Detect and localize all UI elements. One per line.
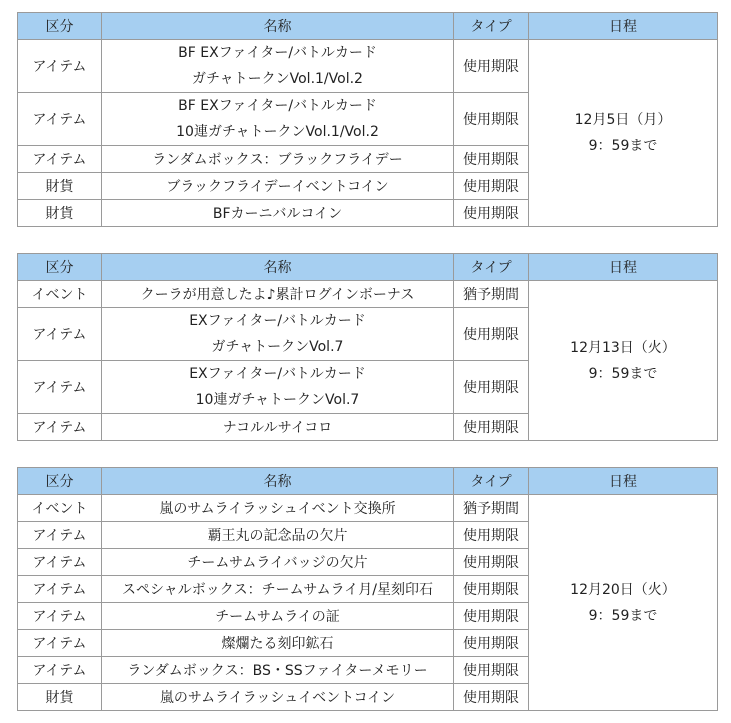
row-name: ランダムボックス：BS・SSファイターメモリー: [102, 657, 454, 684]
table-row: [18, 40, 718, 93]
row-category: アイテム: [18, 146, 102, 173]
row-category: アイテム: [18, 93, 102, 146]
row-type: 使用期限: [454, 200, 529, 227]
table-row: [18, 281, 718, 308]
row-category: アイテム: [18, 576, 102, 603]
header-category: 区分: [18, 254, 102, 281]
row-name: 嵐のサムライラッシュイベントコイン: [102, 684, 454, 711]
row-category: アイテム: [18, 40, 102, 93]
schedule-cell: [529, 281, 718, 441]
row-type: 猶予期間: [454, 495, 529, 522]
row-type: 使用期限: [454, 146, 529, 173]
schedule-time: 9：59まで: [588, 365, 658, 382]
row-category: 財貨: [18, 173, 102, 200]
row-category: 財貨: [18, 200, 102, 227]
row-type: 使用期限: [454, 603, 529, 630]
row-name: [102, 361, 454, 414]
row-name: ナコルルサイコロ: [102, 414, 454, 441]
header-schedule: 日程: [529, 254, 718, 281]
header-category: 区分: [18, 468, 102, 495]
header-category: 区分: [18, 13, 102, 40]
schedule-cell: [529, 40, 718, 227]
row-category: アイテム: [18, 657, 102, 684]
row-type: 猶予期間: [454, 281, 529, 308]
table-header-row: [18, 468, 718, 495]
row-category: イベント: [18, 495, 102, 522]
table-row: [18, 495, 718, 522]
row-type: 使用期限: [454, 630, 529, 657]
row-name: スペシャルボックス：チームサムライ月/星刻印石: [102, 576, 454, 603]
row-category: アイテム: [18, 522, 102, 549]
row-name: ブラックフライデーイベントコイン: [102, 173, 454, 200]
row-name: BFカーニバルコイン: [102, 200, 454, 227]
row-name-line: EXファイター/バトルカード: [189, 313, 366, 329]
row-type: 使用期限: [454, 40, 529, 93]
row-name-line: 10連ガチャトークンVol.7: [195, 392, 360, 408]
row-name: [102, 40, 454, 93]
header-type: タイプ: [454, 13, 529, 40]
row-type: 使用期限: [454, 576, 529, 603]
row-type: 使用期限: [454, 361, 529, 414]
schedule-cell: [529, 495, 718, 711]
row-name: 覇王丸の記念品の欠片: [102, 522, 454, 549]
schedule-table-1: [17, 12, 718, 227]
row-type: 使用期限: [454, 93, 529, 146]
header-name: 名称: [102, 254, 454, 281]
row-name-line: BF EXファイター/バトルカード: [178, 98, 377, 114]
row-type: 使用期限: [454, 657, 529, 684]
schedule-table-3: [17, 467, 718, 711]
row-category: 財貨: [18, 684, 102, 711]
row-category: アイテム: [18, 630, 102, 657]
schedule-date: 12月13日（火）: [570, 339, 676, 356]
row-name: チームサムライの証: [102, 603, 454, 630]
header-type: タイプ: [454, 254, 529, 281]
row-name: クーラが用意したよ♪累計ログインボーナス: [102, 281, 454, 308]
row-name: [102, 93, 454, 146]
row-type: 使用期限: [454, 173, 529, 200]
row-name: チームサムライバッジの欠片: [102, 549, 454, 576]
row-name-line: ガチャトークンVol.1/Vol.2: [192, 71, 363, 87]
row-category: アイテム: [18, 603, 102, 630]
row-type: 使用期限: [454, 522, 529, 549]
table-header-row: [18, 254, 718, 281]
header-type: タイプ: [454, 468, 529, 495]
header-schedule: 日程: [529, 468, 718, 495]
header-name: 名称: [102, 13, 454, 40]
row-category: アイテム: [18, 308, 102, 361]
schedule-date: 12月20日（火）: [570, 581, 676, 598]
row-type: 使用期限: [454, 549, 529, 576]
schedule-date: 12月5日（月）: [574, 112, 672, 128]
schedule-table-2: [17, 253, 718, 441]
header-name: 名称: [102, 468, 454, 495]
row-category: アイテム: [18, 414, 102, 441]
row-name: 燦爛たる刻印鉱石: [102, 630, 454, 657]
row-name-line: EXファイター/バトルカード: [189, 366, 366, 382]
header-schedule: 日程: [529, 13, 718, 40]
row-type: 使用期限: [454, 414, 529, 441]
row-name: ランダムボックス：ブラックフライデー: [102, 146, 454, 173]
row-name: 嵐のサムライラッシュイベント交換所: [102, 495, 454, 522]
table-header-row: [18, 13, 718, 40]
schedule-time: 9：59まで: [588, 138, 658, 154]
row-category: イベント: [18, 281, 102, 308]
row-type: 使用期限: [454, 684, 529, 711]
schedule-time: 9：59まで: [588, 607, 658, 624]
row-category: アイテム: [18, 549, 102, 576]
row-category: アイテム: [18, 361, 102, 414]
row-name: [102, 308, 454, 361]
row-name-line: ガチャトークンVol.7: [211, 339, 344, 355]
row-name-line: BF EXファイター/バトルカード: [178, 45, 377, 61]
row-name-line: 10連ガチャトークンVol.1/Vol.2: [176, 124, 379, 140]
row-type: 使用期限: [454, 308, 529, 361]
